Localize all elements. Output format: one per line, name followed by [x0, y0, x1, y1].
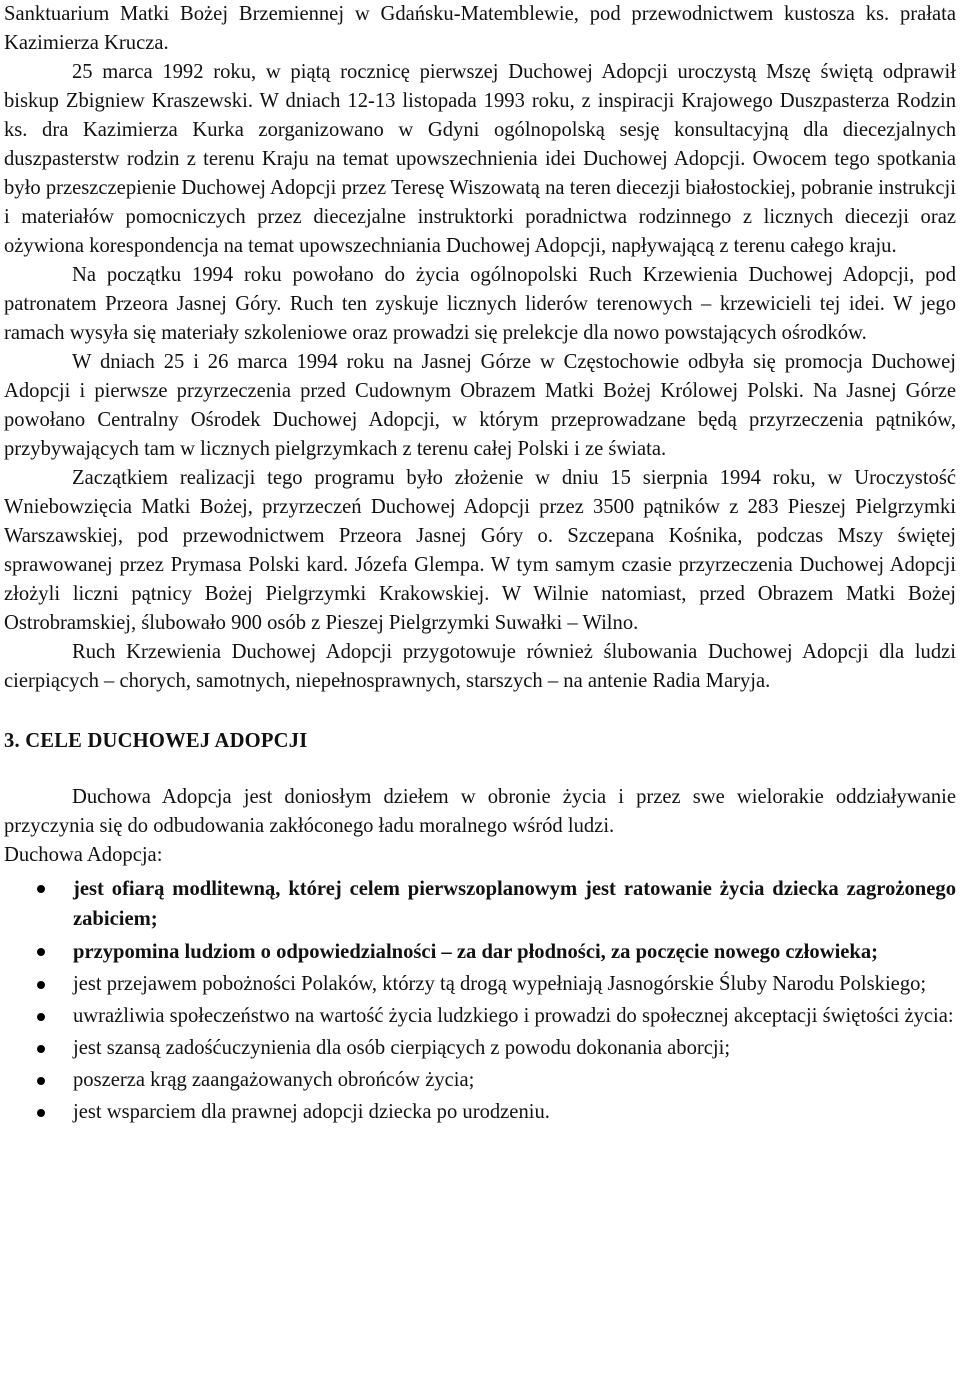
list-item-text: uwrażliwia społeczeństwo na wartość życia ludzkiego i prowadzi do społecznej akceptacji świętości życia: [73, 1005, 954, 1027]
bullet-icon [37, 981, 45, 989]
list-item [4, 970, 956, 999]
bullet-icon [37, 1045, 45, 1053]
paragraph-jasna-gora: W dniach 25 i 26 marca 1994 roku na Jasnej Górze w Częstochowie odbyła się promocja Duchowej Adopcji i pierwsze przyrzeczenia przed Cudownym Obrazem Matki Bożej Królowej Polski. Na Jasnej Górze powołano Centralny Ośrodek Duchowej Adopcji, w którym przeprowadzane będą przyrzeczenia pątników, przybywających tam w licznych pielgrzymkach z terenu całej Polski i ze świata. [4, 351, 956, 460]
list-item [4, 1098, 956, 1127]
list-item-text: przypomina ludziom o odpowiedzialności – za dar płodności, za poczęcie nowego człowieka; [73, 941, 879, 963]
paragraph-continuation: Sanktuarium Matki Bożej Brzemiennej w Gdańsku-Matemblewie, pod przewodnictwem kustosza ks. prałata Kazimierza Krucza. [4, 3, 956, 54]
list-item-text: jest wsparciem dla prawnej adopcji dziecka po urodzeniu. [73, 1101, 550, 1123]
bullet-icon [37, 948, 45, 956]
section-title: CELE DUCHOWEJ ADOPCJI [25, 730, 308, 752]
bullet-icon [37, 1077, 45, 1085]
list-item-text: jest ofiarą modlitewną, której celem pierwszoplanowym jest ratowanie życia dziecka zagrożonego zabiciem; [73, 878, 956, 930]
list-item [4, 874, 956, 934]
list-item [4, 1066, 956, 1095]
paragraph-1994-movement: Na początku 1994 roku powołano do życia ogólnopolski Ruch Krzewienia Duchowej Adopcji, pod patronatem Przeora Jasnej Góry. Ruch ten zyskuje licznych liderów terenowych – krzewicieli tej idei. W jego ramach wysyła się materiały szkoleniowe oraz prowadzi się prelekcje dla nowo powstających ośrodków. [4, 264, 956, 344]
paragraph-august-1994: Zaczątkiem realizacji tego programu było złożenie w dniu 15 sierpnia 1994 roku, w Uroczystość Wniebowzięcia Matki Bożej, przyrzeczeń Duchowej Adopcji przez 3500 pątników z 283 Pieszej Pielgrzymki Warszawskiej, pod przewodnictwem Przeora Jasnej Góry o. Szczepana Kośnika, podczas Mszy świętej sprawowanej przez Prymasa Polski kard. Józefa Glempa. W tym samym czasie przyrzeczenia Duchowej Adopcji złożyli liczni pątnicy Bożej Pielgrzymki Krakowskiej. W Wilnie natomiast, przed Obrazem Matki Bożej Ostrobramskiej, ślubowało 900 osób z Pieszej Pielgrzymki Suwałki – Wilno. [4, 467, 956, 634]
list-intro: Duchowa Adopcja: [4, 844, 163, 866]
list-item [4, 1002, 956, 1031]
section-intro: Duchowa Adopcja jest doniosłym dziełem w obronie życia i przez swe wielorakie oddziaływanie przyczynia się do odbudowania zakłóconego ładu moralnego wśród ludzi. [4, 786, 956, 837]
list-item-text: poszerza krąg zaangażowanych obrońców życia; [73, 1069, 475, 1091]
list-item [4, 1034, 956, 1063]
goals-list [4, 874, 956, 1127]
list-item-text: jest przejawem pobożności Polaków, którzy tą drogą wypełniają Jasnogórskie Śluby Narodu Polskiego; [73, 973, 927, 995]
bullet-icon [37, 1109, 45, 1117]
bullet-icon [37, 1013, 45, 1021]
paragraph-1992-mass: 25 marca 1992 roku, w piątą rocznicę pierwszej Duchowej Adopcji uroczystą Mszę świętą odprawił biskup Zbigniew Kraszewski. W dniach 12-13 listopada 1993 roku, z inspiracji Krajowego Duszpasterza Rodzin ks. dra Kazimierza Kurka zorganizowano w Gdyni ogólnopolską sesję konsultacyjną dla diecezjalnych duszpasterstw rodzin z terenu Kraju na temat upowszechnienia idei Duchowej Adopcji. Owocem tego spotkania było przeszczepienie Duchowej Adopcji przez Teresę Wiszowatą na teren diecezji białostockiej, pobranie instrukcji i materiałów pomocniczych przez diecezjalne instruktorki poradnictwa rodzinnego z licznych diecezji oraz ożywiona korespondencja na temat upowszechniania Duchowej Adopcji, napływającą z terenu całego kraju. [4, 61, 956, 257]
list-item-text: jest szansą zadośćuczynienia dla osób cierpiących z powodu dokonania aborcji; [73, 1037, 731, 1059]
section-number: 3. [4, 730, 20, 752]
paragraph-radio-maryja: Ruch Krzewienia Duchowej Adopcji przygotowuje również ślubowania Duchowej Adopcji dla ludzi cierpiących – chorych, samotnych, niepełnosprawnych, starszych – na antenie Radia Maryja. [4, 641, 956, 692]
section-heading [4, 727, 956, 756]
bullet-icon [37, 885, 45, 893]
list-item [4, 937, 956, 967]
